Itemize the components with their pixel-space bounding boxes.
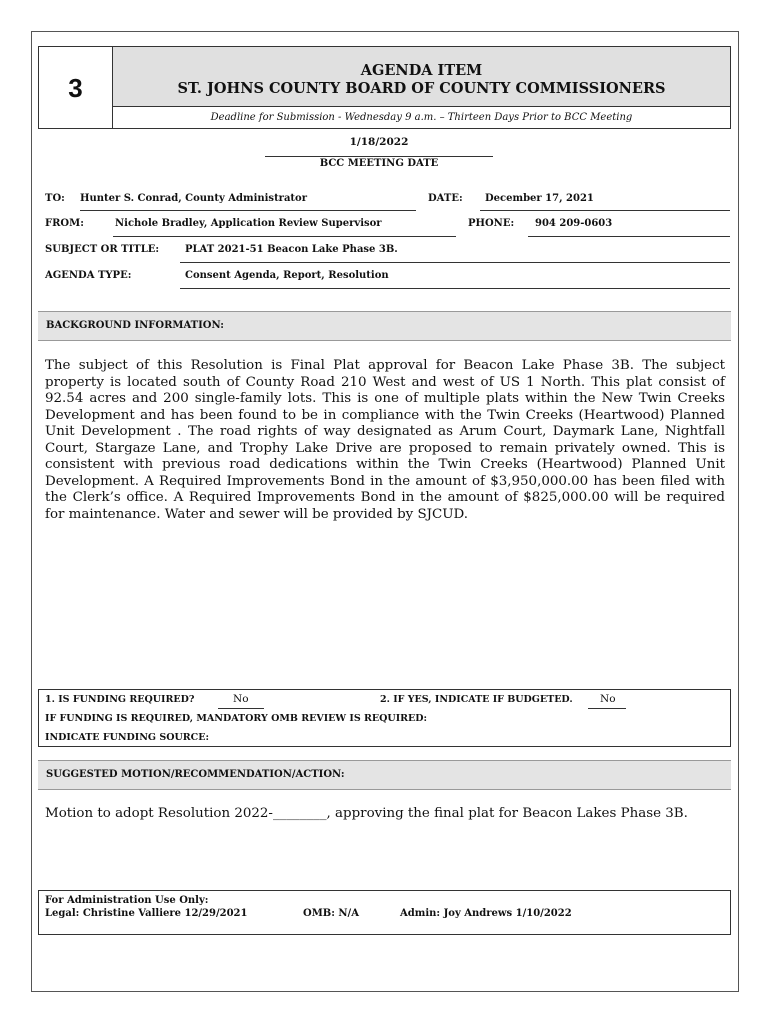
- submission-deadline: Deadline for Submission - Wednesday 9 a.m. – Thirteen Days Prior to BCC Meeting: [210, 112, 633, 123]
- from-label: FROM:: [45, 218, 84, 229]
- to-value: Hunter S. Conrad, County Administrator: [80, 193, 307, 204]
- legal-review: Legal: Christine Valliere 12/29/2021: [45, 908, 248, 919]
- budgeted-underline: [588, 708, 626, 709]
- date-label: DATE:: [428, 193, 463, 204]
- to-underline: [80, 210, 416, 211]
- subject-label: SUBJECT OR TITLE:: [45, 244, 160, 255]
- funding-required-underline: [218, 708, 264, 709]
- from-underline: [113, 236, 456, 237]
- motion-text: Motion to adopt Resolution 2022-________, approving the final plat for Beacon Lakes Phase 3B.: [45, 806, 688, 821]
- phone-underline: [528, 236, 730, 237]
- phone-value: 904 209-0603: [535, 218, 613, 229]
- from-value: Nichole Bradley, Application Review Supervisor: [115, 218, 382, 229]
- bcc-meeting-date-label: BCC MEETING DATE: [319, 158, 439, 169]
- omb-review: OMB: N/A: [303, 908, 359, 919]
- funding-required-label: 1. IS FUNDING REQUIRED?: [45, 694, 195, 705]
- phone-label: PHONE:: [468, 218, 515, 229]
- budgeted-value: No: [600, 693, 616, 705]
- omb-review-note: IF FUNDING IS REQUIRED, MANDATORY OMB REVIEW IS REQUIRED:: [45, 713, 428, 724]
- admin-review: Admin: Joy Andrews 1/10/2022: [400, 908, 572, 919]
- background-text: The subject of this Resolution is Final Plat approval for Beacon Lake Phase 3B. The subject property is located south of County Road 210 West and west of US 1 North. This plat consist of 92.54 acres and 200 single-family lots. This is one of multiple plats within the New Twin Creeks Development and has been found to be in compliance with the Twin Creeks (Heartwood) Planned Unit Development . The road rights of way designated as Arum Court, Daymark Lane, Nightfall Court, Stargaze Lane, and Trophy Lake Drive are proposed to remain privately owned. This is consistent with previous road dedications within the Twin Creeks (Heartwood) Planned Unit Development. A Required Improvements Bond in the amount of $3,950,000.00 has been filed with the Clerk’s office. A Required Improvements Bond in the amount of $825,000.00 will be required for maintenance. Water and sewer will be provided by SJCUD.: [45, 358, 725, 522]
- agenda-title-line2: ST. JOHNS COUNTY BOARD OF COUNTY COMMISSIONERS: [177, 80, 666, 97]
- agenda-type-value: Consent Agenda, Report, Resolution: [185, 270, 389, 281]
- funding-source-label: INDICATE FUNDING SOURCE:: [45, 732, 209, 743]
- background-heading: BACKGROUND INFORMATION:: [38, 311, 731, 341]
- agenda-header: [38, 46, 731, 129]
- meeting-date-underline: [265, 156, 493, 157]
- agenda-type-underline: [180, 288, 730, 289]
- date-value: December 17, 2021: [485, 193, 594, 204]
- agenda-title: [113, 47, 730, 107]
- subject-underline: [180, 262, 730, 263]
- agenda-title-line1: AGENDA ITEM: [360, 62, 483, 79]
- admin-use-title: For Administration Use Only:: [45, 895, 209, 906]
- bcc-meeting-date-value: 1/18/2022: [349, 136, 409, 148]
- subject-value: PLAT 2021-51 Beacon Lake Phase 3B.: [185, 244, 398, 255]
- to-label: TO:: [45, 193, 65, 204]
- motion-heading: SUGGESTED MOTION/RECOMMENDATION/ACTION:: [38, 760, 731, 790]
- date-underline: [480, 210, 730, 211]
- budgeted-label: 2. IF YES, INDICATE IF BUDGETED.: [380, 694, 573, 705]
- funding-required-value: No: [233, 693, 249, 705]
- agenda-item-number: 3: [39, 47, 113, 129]
- agenda-type-label: AGENDA TYPE:: [45, 270, 132, 281]
